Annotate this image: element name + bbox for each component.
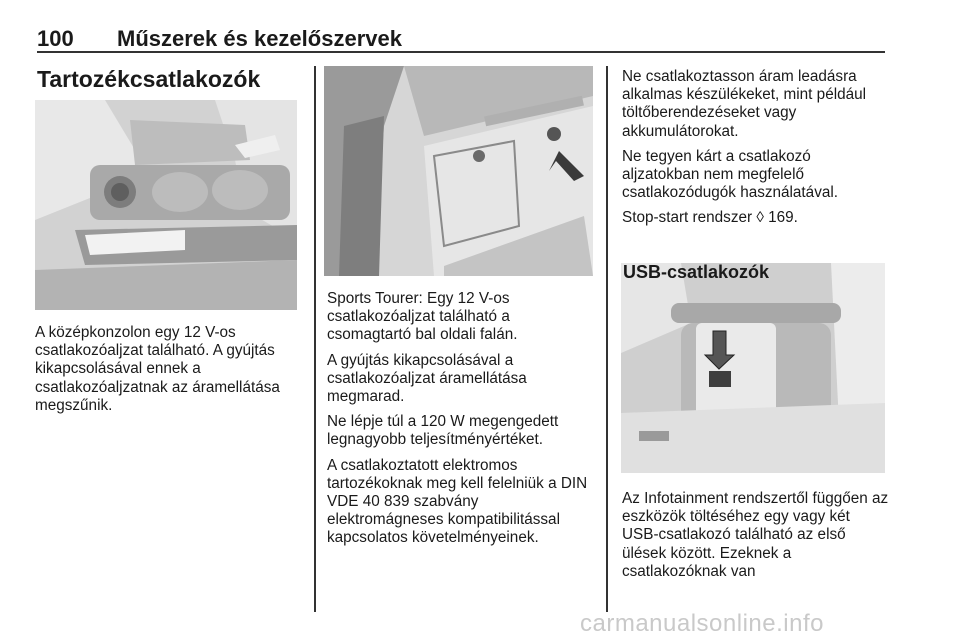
crossref-text: Stop-start rendszer (622, 209, 753, 227)
center-console-figure (35, 100, 297, 310)
page-number: 100 (37, 26, 74, 51)
section-title: Tartozékcsatlakozók (37, 66, 261, 92)
paragraph: A csatlakoztatott elektromos tartozékoknak meg kell felelniük a DIN VDE 40 839 szabvány elektromágneses kompatibilitással kapcsolatos követelményeinek. (327, 456, 588, 547)
subsection-title: USB-csatlakozók (623, 262, 770, 282)
crossref-line (622, 209, 888, 227)
chapter-title: Műszerek és kezelőszervek (117, 26, 402, 51)
paragraph: Az Infotainment rendszertől függően az eszközök töltéséhez egy vagy két USB-csatlakozó található az első ülések között. Ezeknek a csatlakozóknak van (622, 490, 889, 580)
page-header (37, 26, 885, 52)
paragraph: Sports Tourer: Egy 12 V-os csatlakozóaljzat található a csomagtartó bal oldali falán. (327, 290, 518, 344)
column-2-text (327, 290, 597, 555)
column-divider-1 (314, 66, 316, 612)
crossref-arrow-icon: ◊ (756, 209, 764, 227)
usb-socket-figure (621, 263, 885, 473)
boot-socket-figure (324, 66, 593, 276)
column-3-usb-text (622, 490, 890, 588)
column-divider-2 (606, 66, 608, 612)
column-3-text (622, 68, 888, 235)
paragraph: Ne csatlakoztasson áram leadásra alkalmas készülékeket, mint például töltőberendezéseket vagy akkumulátorokat. (622, 68, 867, 140)
paragraph: Ne lépje túl a 120 W megengedett legnagyobb teljesítményértéket. (327, 413, 559, 449)
paragraph: A gyújtás kikapcsolásával a csatlakozóaljzat áramellátása megmarad. (327, 351, 527, 406)
column-1-text (35, 324, 301, 422)
paragraph: A középkonzolon egy 12 V-os csatlakozóaljzat található. A gyújtás kikapcsolásával ennek a csatlakozóaljzatnak az áramellátása megszűnik. (35, 324, 280, 414)
paragraph: Ne tegyen kárt a csatlakozó aljzatokban nem megfelelő csatlakozódugók használatával. (622, 147, 838, 202)
crossref-page[interactable]: 169. (768, 209, 798, 227)
header-rule (37, 51, 885, 53)
watermark: carmanualsonline.info (580, 610, 824, 637)
